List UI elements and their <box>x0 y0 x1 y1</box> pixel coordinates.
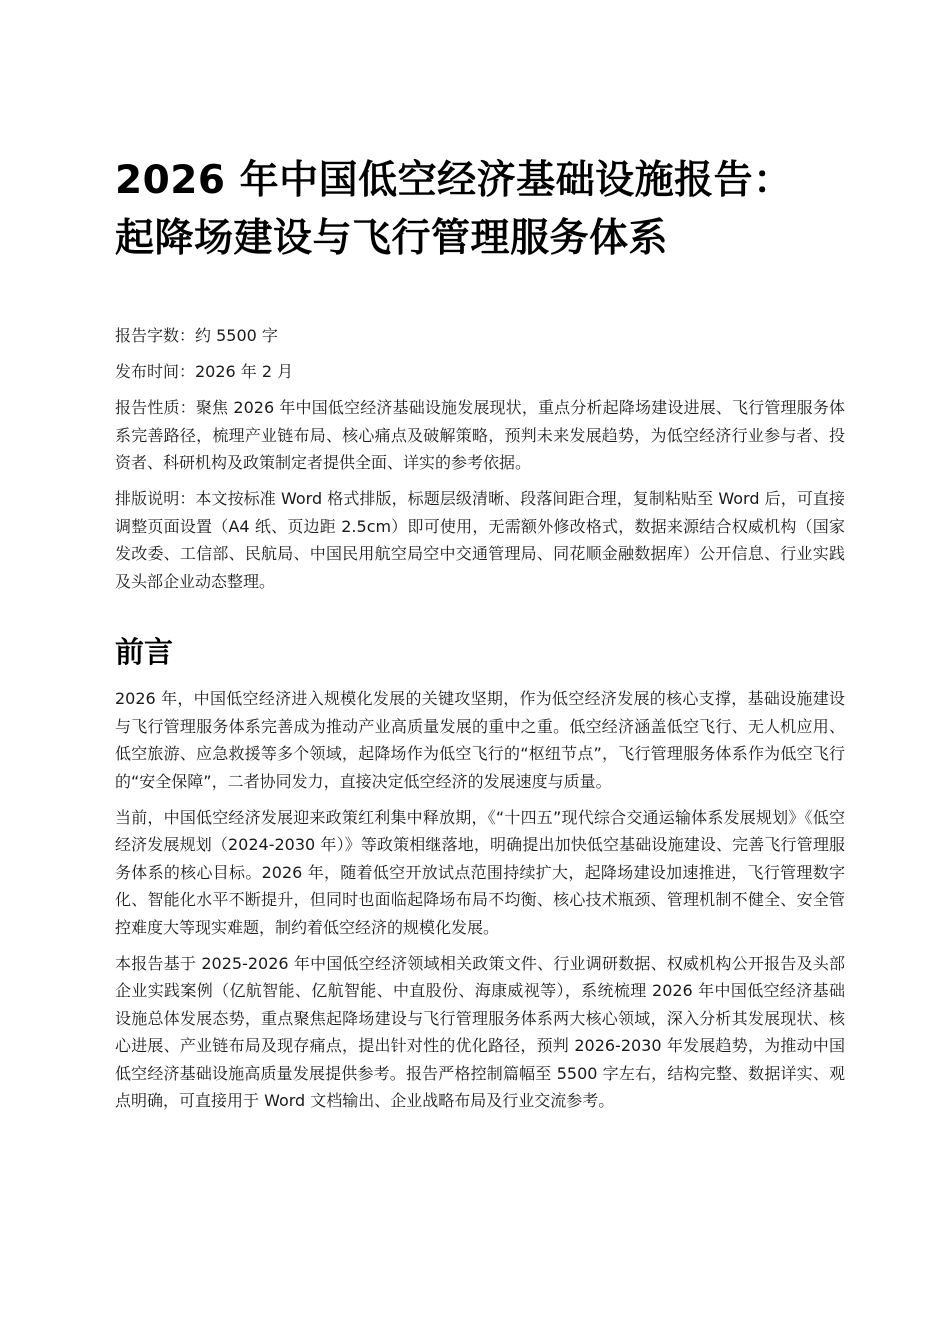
document-title-line-2: 起降场建设与飞行管理服务体系 <box>115 216 669 261</box>
meta-publish-date: 发布时间：2026 年 2 月 <box>115 362 294 381</box>
meta-report-nature: 报告性质：聚焦 2026 年中国低空经济基础设施发展现状，重点分析起降场建设进展、飞行管理服务体系完善路径，梳理产业链布局、核心痛点及破解策略，预判未来发展趋势，为低空经济行业参与者、投资者、科研机构及政策制定者提供全面、详实的参考依据。 <box>115 398 845 472</box>
preface-heading: 前言 <box>115 635 174 669</box>
meta-word-count: 报告字数：约 5500 字 <box>115 326 278 345</box>
report-meta <box>115 322 845 604</box>
meta-layout-note: 排版说明：本文按标准 Word 格式排版，标题层级清晰、段落间距合理，复制粘贴至 Word 后，可直接调整页面设置（A4 纸、页边距 2.5cm）即可使用，无需额外修改格式，数据来源结合权威机构（国家发改委、工信部、民航局、中国民用航空局空中交通管理局、同花顺金融数据库）公开信息、行业实践及头部企业动态整理。 <box>115 489 845 591</box>
document-title <box>115 152 845 268</box>
preface-paragraph-2: 当前，中国低空经济发展迎来政策红利集中释放期，《“十四五”现代综合交通运输体系发展规划》《低空经济发展规划（2024-2030 年）》等政策相继落地，明确提出加快低空基础设施建设、完善飞行管理服务体系的核心目标。2026 年，随着低空开放试点范围持续扩大，起降场建设加速推进，飞行管理数字化、智能化水平不断提升，但同时也面临起降场布局不均衡、核心技术瓶颈、管理机制不健全、安全管控难度大等现实难题，制约着低空经济的规模化发展。 <box>115 807 845 937</box>
document-title-line-1: 2026 年中国低空经济基础设施报告： <box>115 158 793 203</box>
preface-paragraph-1: 2026 年，中国低空经济进入规模化发展的关键攻坚期，作为低空经济发展的核心支撑，基础设施建设与飞行管理服务体系完善成为推动产业高质量发展的重中之重。低空经济涵盖低空飞行、无人机应用、低空旅游、应急救援等多个领域，起降场作为低空飞行的“枢纽节点”，飞行管理服务体系作为低空飞行的“安全保障”，二者协同发力，直接决定低空经济的发展速度与质量。 <box>115 689 845 791</box>
preface-body <box>115 685 845 1123</box>
preface-paragraph-3: 本报告基于 2025-2026 年中国低空经济领域相关政策文件、行业调研数据、权威机构公开报告及头部企业实践案例（亿航智能、亿航智能、中直股份、海康威视等），系统梳理 2026 年中国低空经济基础设施总体发展态势，重点聚焦起降场建设与飞行管理服务体系两大核心领域，深入分析其发展现状、核心进展、产业链布局及现存痛点，提出针对性的优化路径，预判 2026-2030 年发展趋势，为推动中国低空经济基础设施高质量发展提供参考。报告严格控制篇幅至 5500 字左右，结构完整、数据详实、观点明确，可直接用于 Word 文档输出、企业战略布局及行业交流参考。 <box>115 953 845 1110</box>
